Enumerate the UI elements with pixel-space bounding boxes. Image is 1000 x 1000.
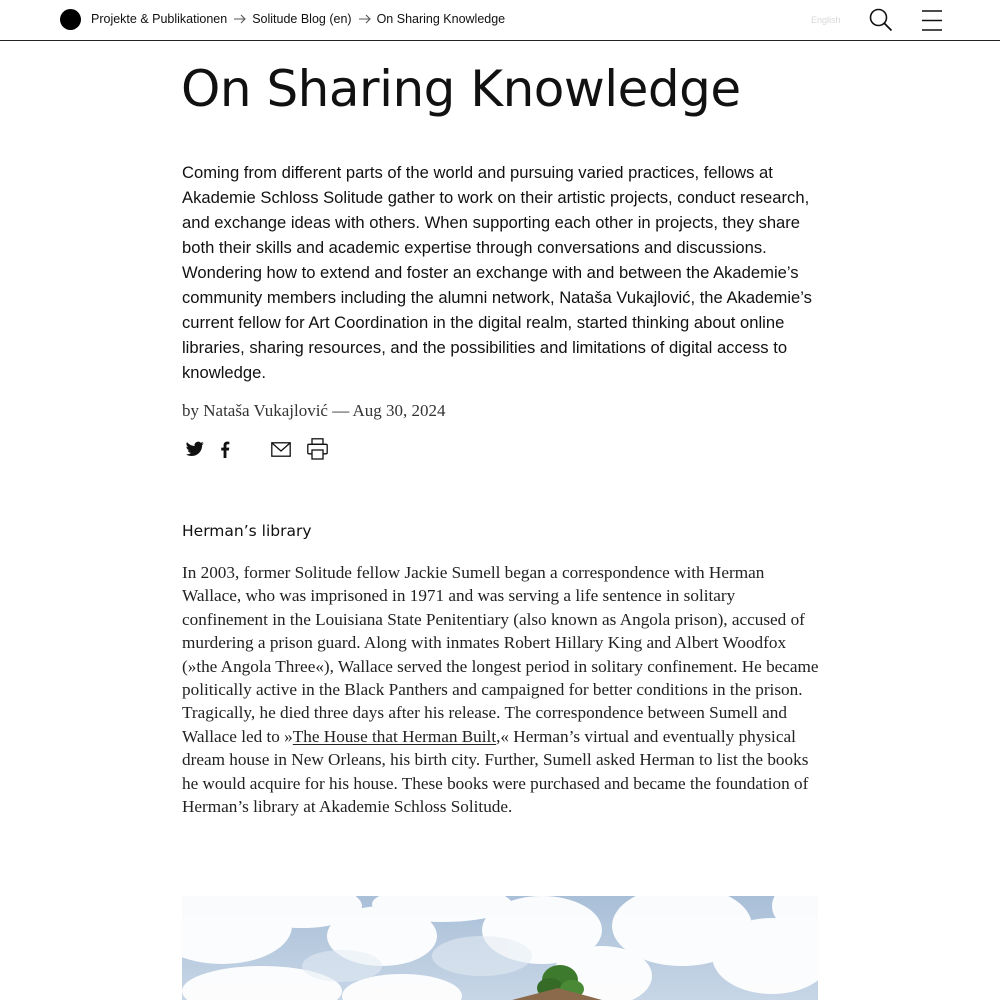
language-switch[interactable]: English (811, 15, 841, 25)
arrow-right-icon (359, 14, 372, 24)
arrow-right-icon (234, 14, 247, 24)
section-heading: Herman’s library (182, 522, 312, 540)
article-byline: by Nataša Vukajlović — Aug 30, 2024 (182, 401, 446, 420)
body-text-part: In 2003, former Solitude fellow Jackie Sumell began a correspondence with Herman Wallace, who was imprisoned in 1971 and was serving a life sentence in solitary confinement in the Louisiana State Penitentiary (also known as Angola prison), accused of murdering a prison guard. Along with inmates Robert Hillary King and Albert Woodfox (»the Angola Three«), Wallace served the longest period in solitary confinement. He became politically active in the Black Panthers and campaigned for better conditions in the prison. Tragically, he died three days after his release. The correspondence between Sumell and Wallace led to » (182, 563, 819, 746)
breadcrumb (91, 12, 505, 26)
search-icon[interactable] (869, 8, 893, 32)
twitter-icon[interactable] (186, 441, 204, 462)
facebook-icon[interactable] (220, 441, 230, 463)
house-herman-built-link[interactable]: The House that Herman Built (292, 726, 497, 746)
breadcrumb-item-current: On Sharing Knowledge (376, 12, 506, 26)
article-lead: Coming from different parts of the world and pursuing varied practices, fellows at Akademie Schloss Solitude gather to work on their artistic projects, conduct research, and exchange ideas with others. When supporting each other in projects, they share both their skills and academic expertise through conversations and discussions. Wondering how to extend and foster an exchange with and between the Akademie’s community members including the alumni network, Nataša Vukajlović, the Akademie’s current fellow for Art Coordination in the digital realm, started thinking about online libraries, sharing resources, and the possibilities and limitations of digital access to knowledge. (182, 163, 812, 382)
top-navigation-bar (0, 0, 1000, 41)
mail-icon[interactable] (271, 442, 291, 462)
section-body-text (182, 561, 822, 818)
print-icon[interactable] (307, 438, 328, 465)
breadcrumb-item-blog[interactable]: Solitude Blog (en) (252, 12, 352, 26)
home-logo-icon[interactable] (60, 9, 81, 30)
page-title: On Sharing Knowledge (181, 60, 741, 118)
breadcrumb-item-projekte[interactable]: Projekte & Publikationen (91, 12, 228, 26)
article-image-graphic (182, 896, 818, 1000)
hamburger-menu-icon[interactable] (921, 10, 943, 32)
article-image (182, 896, 818, 1000)
body-text-part: ,« Herman’s virtual and eventually physical dream house in New Orleans, his birth city. Further, Sumell asked Herman to list the books he would acquire for his house. These books were purchased and became the foundation of Herman’s library at Akademie Schloss Solitude. (182, 726, 809, 817)
